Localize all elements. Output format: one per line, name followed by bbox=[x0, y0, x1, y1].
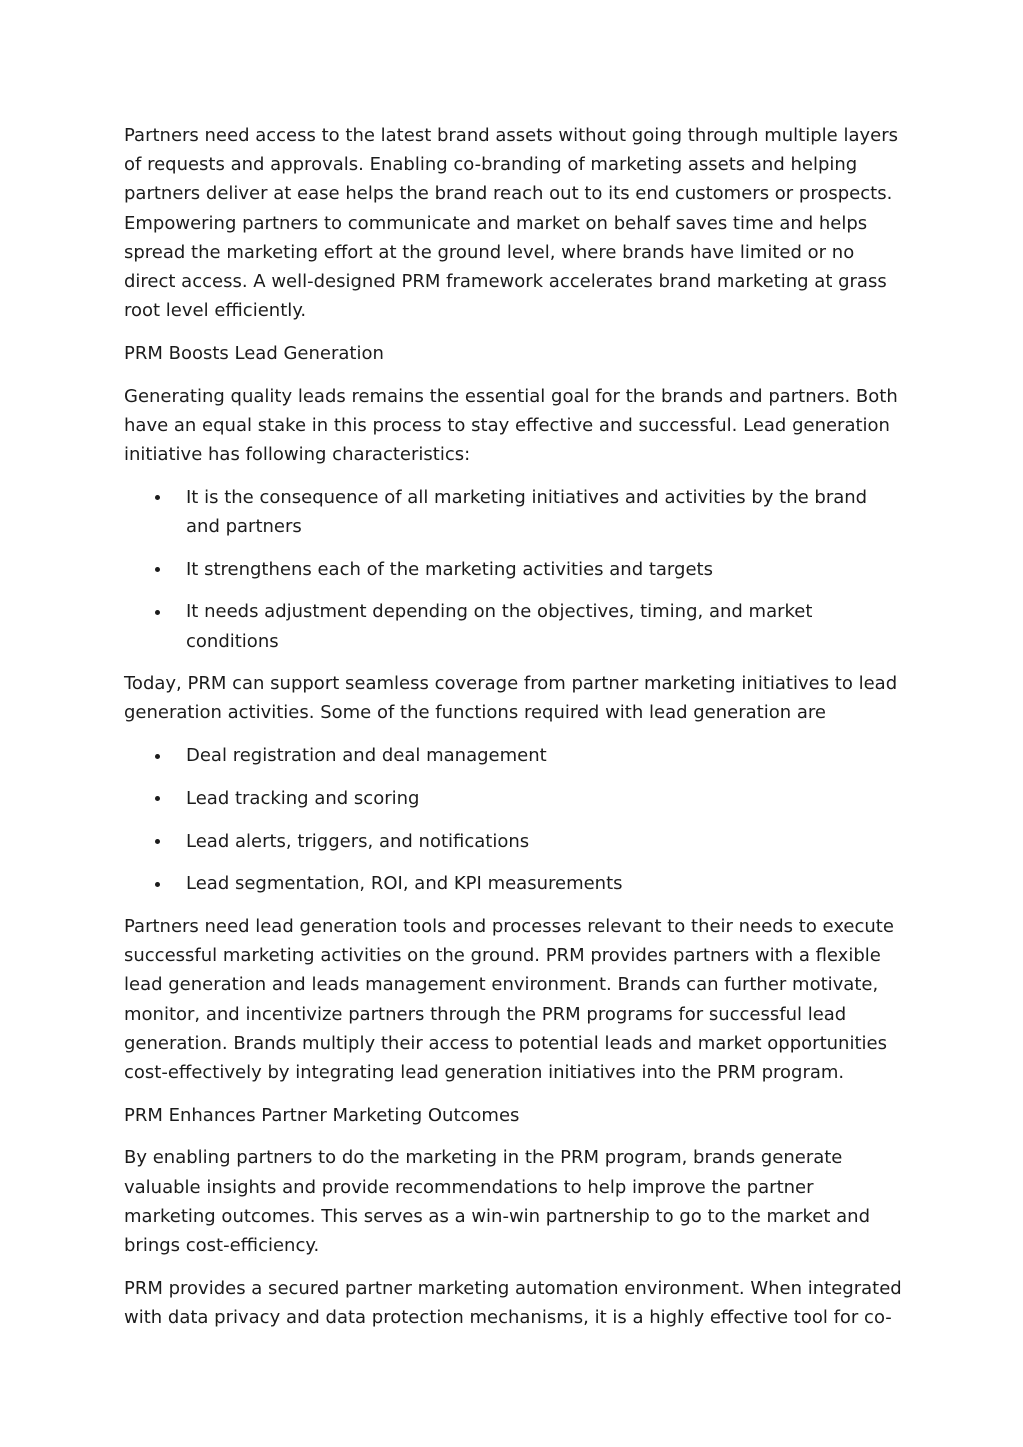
functions-list bbox=[124, 741, 902, 898]
lead-generation-paragraph-1: Generating quality leads remains the essential goal for the brands and partners. Both have an equal stake in this process to stay effective and successful. Lead generation initiative has following characteristics: bbox=[124, 385, 898, 466]
list-item: It is the consequence of all marketing initiatives and activities by the brand and partners bbox=[186, 483, 902, 541]
list-item: Lead alerts, triggers, and notifications bbox=[186, 827, 902, 856]
list-item: It strengthens each of the marketing activities and targets bbox=[186, 555, 902, 584]
section-heading-outcomes: PRM Enhances Partner Marketing Outcomes bbox=[124, 1104, 520, 1126]
list-item: Lead tracking and scoring bbox=[186, 784, 902, 813]
lead-generation-paragraph-3: Partners need lead generation tools and processes relevant to their needs to execute successful marketing activities on the ground. PRM provides partners with a flexible lead generation and leads management environment. Brands can further motivate, monitor, and incentivize partners through the PRM programs for successful lead generation. Brands multiply their access to potential leads and market opportunities cost-effectively by integrating lead generation initiatives into the PRM program. bbox=[124, 915, 894, 1083]
characteristics-list bbox=[124, 483, 902, 656]
outcomes-paragraph-2: PRM provides a secured partner marketing automation environment. When integrated with data privacy and data protection mechanisms, it is a highly effective tool for co- bbox=[124, 1277, 902, 1328]
list-item: It needs adjustment depending on the objectives, timing, and market conditions bbox=[186, 597, 902, 655]
intro-paragraph: Partners need access to the latest brand assets without going through multiple layers of requests and approvals. Enabling co-branding of marketing assets and helping partners deliver at ease helps the brand reach out to its end customers or prospects. Empowering partners to communicate and market on behalf saves time and helps spread the marketing effort at the ground level, where brands have limited or no direct access. A well-designed PRM framework accelerates brand marketing at grass root level efficiently. bbox=[124, 125, 898, 322]
outcomes-paragraph-1: By enabling partners to do the marketing in the PRM program, brands generate valuable insights and provide recommendations to help improve the partner marketing outcomes. This serves as a win-win partnership to go to the market and brings cost-efficiency. bbox=[124, 1147, 870, 1256]
document-page bbox=[124, 121, 902, 1346]
section-heading-lead-generation: PRM Boosts Lead Generation bbox=[124, 342, 384, 364]
lead-generation-paragraph-2: Today, PRM can support seamless coverage from partner marketing initiatives to lead generation activities. Some of the functions required with lead generation are bbox=[124, 673, 898, 724]
list-item: Lead segmentation, ROI, and KPI measurements bbox=[186, 869, 902, 898]
list-item: Deal registration and deal management bbox=[186, 741, 902, 770]
